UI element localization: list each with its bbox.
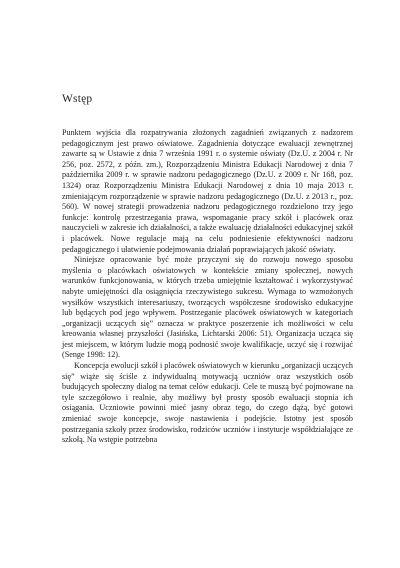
section-heading: Wstęp [62, 93, 93, 105]
paragraph-1: Punktem wyjścia dla rozpatrywania złożonych zagadnień związanych z nadzorem pedagogicznym jest prawo oświatowe. Zagadnienia dotyczące ewaluacji zewnętrznej zawarte są w Ustawie z dnia 7 września 1991 r. o systemie oświaty (Dz.U. z 2004 r. Nr 256, poz. 2572, z późn. zm.), Rozporządzeniu Ministra Edukacji Narodowej z dnia 7 października 2009 r. w sprawie nadzoru pedagogicznego (Dz.U. z 2009 r. Nr 168, poz. 1324) oraz Rozporządzeniu Ministra Edukacji Narodowej z dnia 10 maja 2013 r. zmieniającym rozporządzenie w sprawie nadzoru pedagogicznego (Dz.U. z 2013 r., poz. 560). W nowej strategii prowadzenia nadzoru pedagogicznego rozdzielono trzy jego funkcje: kontrolę przestrzegania prawa, wspomaganie pracy szkół i placówek oraz nauczycieli w zakresie ich działalności, a także ewaluację działalności edukacyjnej szkół i placówek. Nowe regulacje mają na celu podniesienie efektywności nadzoru pedagogicznego i ułatwienie podejmowania działań poprawiających jakość oświaty. [62, 128, 353, 254]
body-text [62, 128, 353, 446]
paragraph-2: Niniejsze opracowanie być może przyczyni się do rozwoju nowego sposobu myślenia o placówkach oświatowych w kontekście zmiany społecznej, nowych warunków funkcjonowania, w których trzeba umiejętnie kształtować i wykorzystywać nabyte umiejętności dla osiągnięcia rzeczywistego sukcesu. Wymaga to wzmożonych wysiłków wszystkich interesariuszy, tworzących współczesne środowisko edukacyjne lub będących pod jego wpływem. Postrzeganie placówek oświatowych w kategoriach „organizacji uczących się” oznacza w praktyce poszerzenie ich możliwości w celu kreowania własnej przyszłości (Jasińska, Lichtarski 2006: 51). Organizacja ucząca się jest miejscem, w którym ludzie mogą podnosić swoje kwalifikacje, uczyć się i rozwijać (Senge 1998: 12). [62, 255, 353, 360]
paragraph-3: Koncepcja ewolucji szkół i placówek oświatowych w kierunku „organizacji uczących się” wiąże się ściśle z indywidualną motywacją uczniów oraz wszystkich osób budujących społeczny dialog na temat celów edukacji. Cele te muszą być pojmowane na tyle szczegółowo i realnie, aby możliwy był prosty sposób ewaluacji stopnia ich osiągania. Uczniowie powinni mieć jasny obraz tego, do czego dążą, być gotowi zmieniać swoje koncepcje, swoje nastawienia i podejście. Istotny jest sposób postrzegania szkoły przez środowisko, rodziców uczniów i instytucje współdziałające ze szkołą. Na wstępie potrzebna [62, 361, 353, 445]
